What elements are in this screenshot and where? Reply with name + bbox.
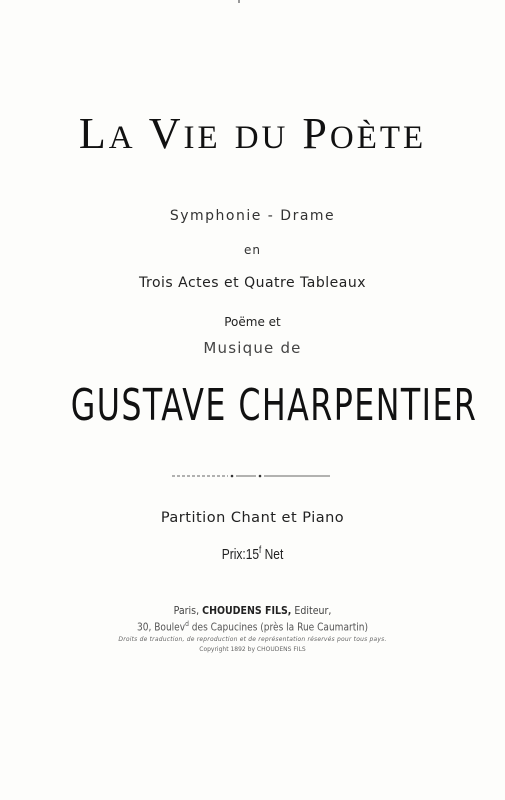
poem-line: Poëme et [224,315,281,329]
composer-name: GUSTAVE CHARPENTIER [70,380,478,431]
price-unit: f [259,545,262,556]
genre-connector: en [244,243,261,257]
price-suffix: Net [264,546,284,563]
rights-notice: Droits de traduction, de reproduction et de représentation réservés pour tous pays. [118,636,387,643]
title-rest-4: OÈTE [329,120,427,156]
genre-line: Symphonie - Drame [169,208,336,224]
publisher-line [25,605,480,617]
publisher-name: CHOUDENS FILS, [202,605,292,617]
ornament-divider [172,472,330,480]
publisher-city: Paris, [173,605,200,617]
title-initial-1: L [78,109,109,158]
address-sup: d [185,620,189,628]
acts-line: Trois Actes et Quatre Tableaux [139,275,366,291]
price-line [51,545,455,563]
price-label: Prix:15 [221,546,260,563]
title-word-3: DU [234,120,289,156]
work-title [0,108,505,159]
copyright-notice: Copyright 1892 by CHOUDENS FILS [199,646,306,653]
title-rest-2: IE [183,120,221,156]
title-rest-1: A [108,120,136,156]
address-number: 30, Boulev [136,621,186,634]
title-initial-4: P [302,109,330,158]
edition-line: Partition Chant et Piano [160,510,345,526]
address-rest: des Capucines (près la Rue Caumartin) [191,621,369,634]
publisher-address [35,620,469,634]
publisher-role: Editeur, [294,605,332,617]
title-initial-2: V [148,109,184,158]
print-speck [238,0,240,3]
music-line: Musique de [203,339,302,357]
